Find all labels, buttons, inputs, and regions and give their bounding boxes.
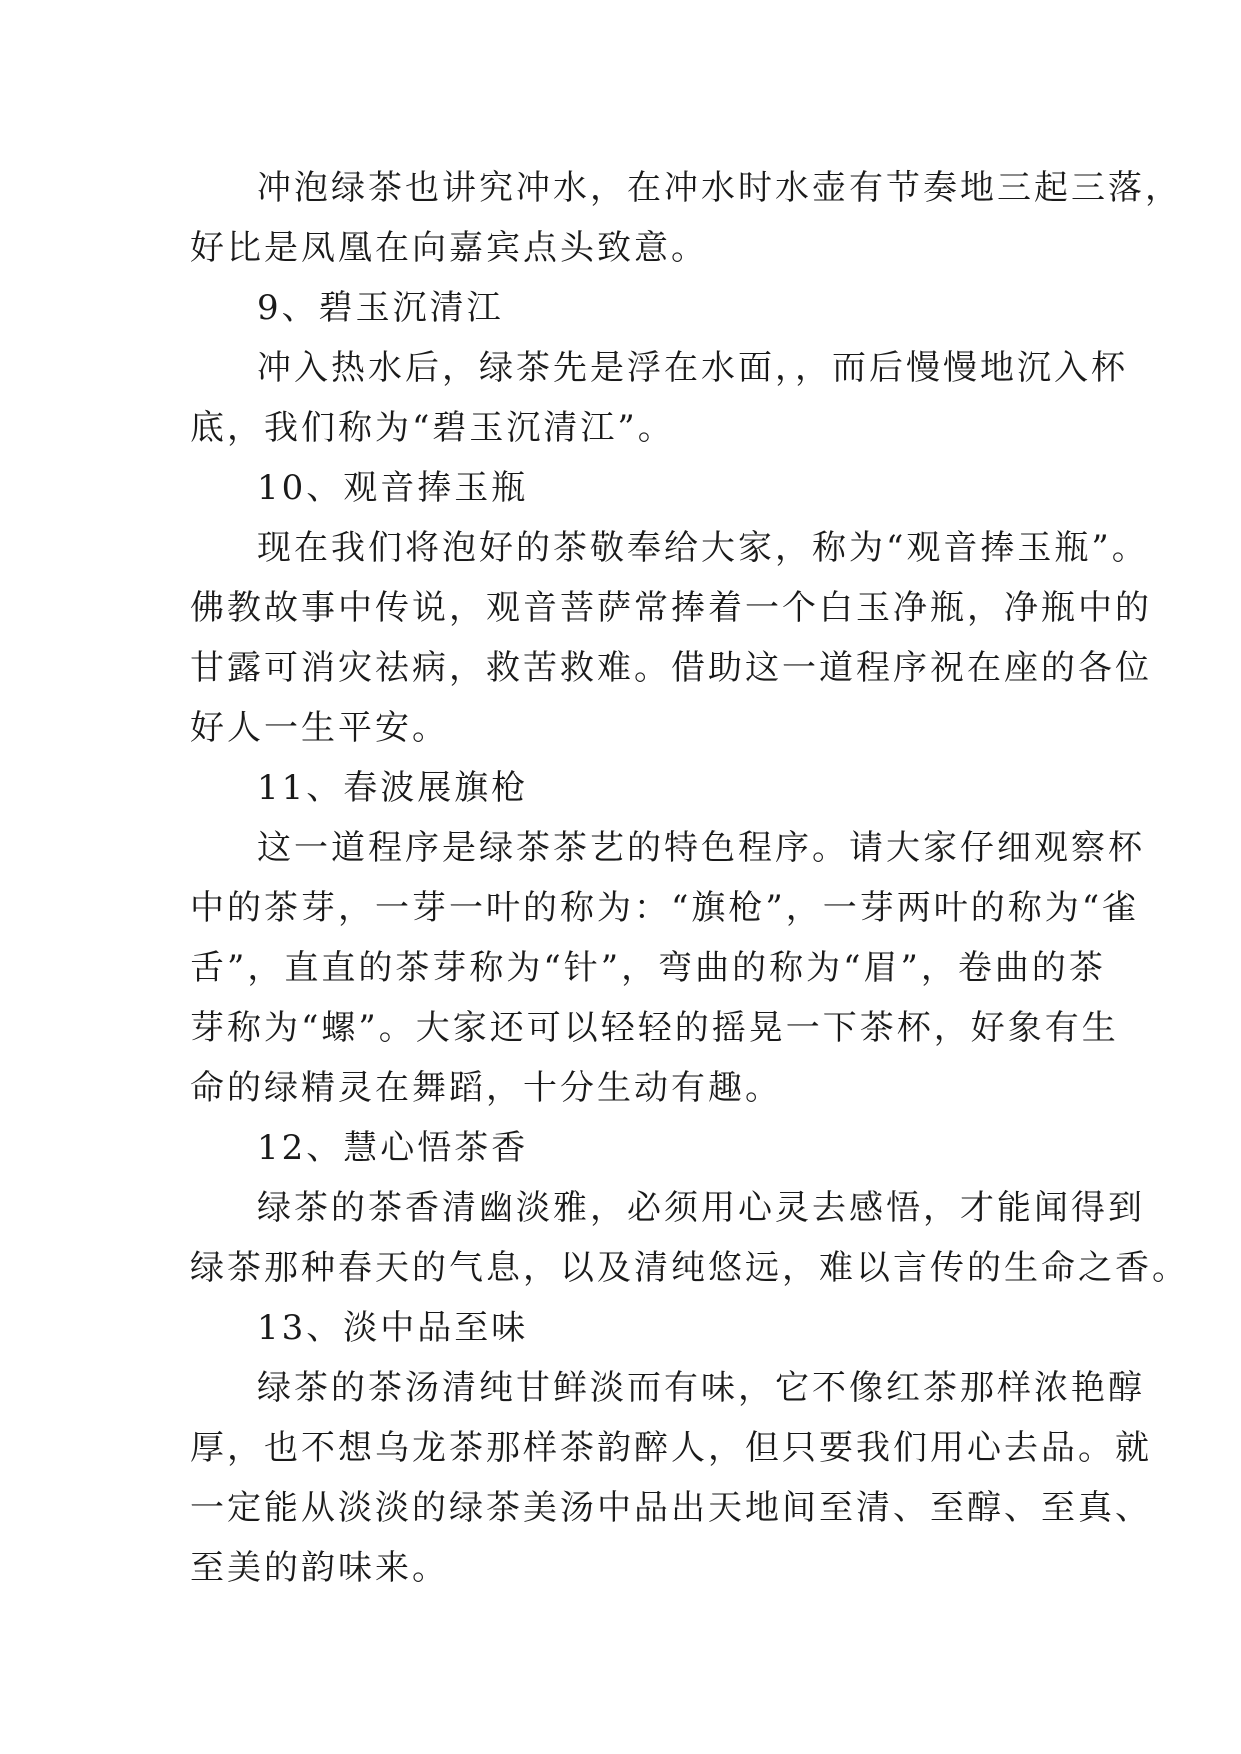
section-heading: 9、碧玉沉清江	[257, 288, 504, 328]
text-line: 中的茶芽，一芽一叶的称为：“旗枪”，一芽两叶的称为“雀	[190, 888, 1140, 928]
text-line: 舌”，直直的茶芽称为“针”，弯曲的称为“眉”，卷曲的茶	[190, 948, 1106, 988]
section-heading: 10、观音捧玉瓶	[257, 468, 529, 508]
section-heading: 12、慧心悟茶香	[257, 1128, 529, 1168]
text-line: 绿茶的茶香清幽淡雅，必须用心灵去感悟，才能闻得到	[257, 1188, 1145, 1228]
section-heading: 11、春波展旗枪	[257, 768, 529, 808]
text-line: 绿茶那种春天的气息，以及清纯悠远，难以言传的生命之香。	[190, 1248, 1189, 1288]
text-line: 甘露可消灾祛病，救苦救难。借助这一道程序祝在座的各位	[190, 648, 1152, 688]
text-line: 现在我们将泡好的茶敬奉给大家，称为“观音捧玉瓶”。	[257, 528, 1149, 568]
text-line: 冲泡绿茶也讲究冲水，在冲水时水壶有节奏地三起三落，	[257, 168, 1182, 208]
text-line: 好人一生平安。	[190, 708, 449, 748]
text-line: 一定能从淡淡的绿茶美汤中品出天地间至清、至醇、至真、	[190, 1488, 1152, 1528]
document-page	[190, 158, 1189, 1598]
text-line: 佛教故事中传说，观音菩萨常捧着一个白玉净瓶，净瓶中的	[190, 588, 1152, 628]
section-heading: 13、淡中品至味	[257, 1308, 529, 1348]
text-line: 命的绿精灵在舞蹈，十分生动有趣。	[190, 1068, 782, 1108]
text-line: 至美的韵味来。	[190, 1548, 449, 1588]
text-line: 芽称为“螺”。大家还可以轻轻的摇晃一下茶杯，好象有生	[190, 1008, 1119, 1048]
text-line: 冲入热水后，绿茶先是浮在水面，，而后慢慢地沉入杯	[257, 348, 1128, 388]
text-line: 好比是凤凰在向嘉宾点头致意。	[190, 228, 708, 268]
text-line: 底，我们称为“碧玉沉清江”。	[190, 408, 675, 448]
text-line: 绿茶的茶汤清纯甘鲜淡而有味，它不像红茶那样浓艳醇	[257, 1368, 1145, 1408]
text-line: 这一道程序是绿茶茶艺的特色程序。请大家仔细观察杯	[257, 828, 1145, 868]
text-line: 厚，也不想乌龙茶那样茶韵醉人，但只要我们用心去品。就	[190, 1428, 1152, 1468]
